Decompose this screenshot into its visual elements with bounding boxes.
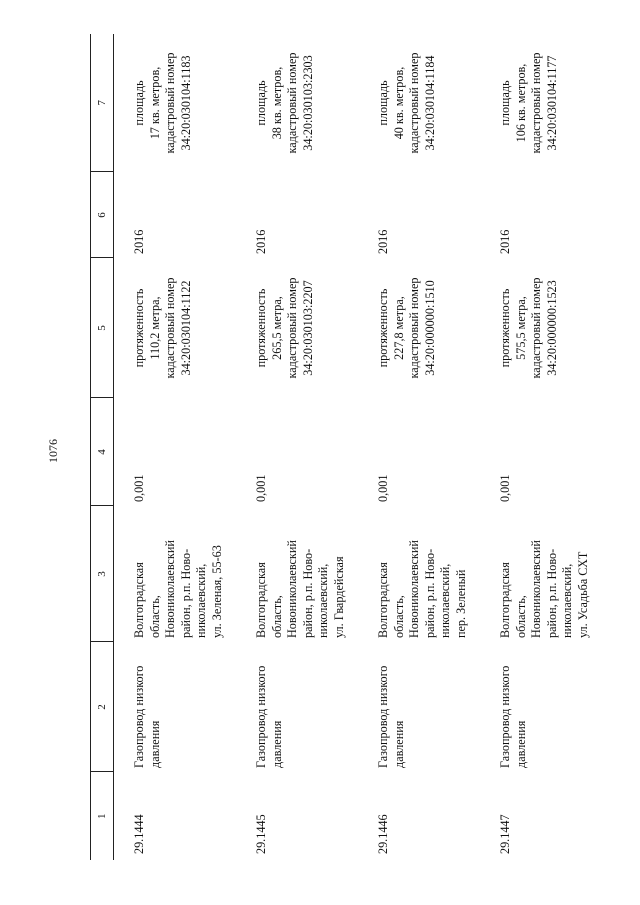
rotated-table-frame	[90, 34, 618, 860]
address-cell	[114, 506, 237, 642]
row-number-cell: 29.1446	[376, 814, 390, 854]
row-number-cell: 29.1444	[132, 814, 146, 854]
address-cell-line: область,	[391, 595, 406, 638]
length-cell-line: 110,2 метра,	[147, 296, 162, 360]
column-header: 6	[91, 172, 114, 258]
year-cell: 2016	[254, 229, 268, 254]
length-cell-line: 575,5 метра,	[513, 296, 528, 360]
area-cell	[236, 34, 358, 172]
column-header: 2	[91, 642, 114, 772]
area-cell-line: 38 кв. метров,	[269, 66, 284, 140]
table-row	[358, 34, 480, 860]
address-cell-line: район, р.п. Ново-	[544, 548, 559, 638]
year-cell: 2016	[376, 229, 390, 254]
column-header: 3	[91, 506, 114, 642]
area-cell-line: 34:20:030104:1177	[544, 55, 559, 151]
length-cell-line: 34:20:030103:2207	[300, 280, 315, 376]
address-cell-line: Новониколаевский	[285, 540, 300, 638]
value-cell: 0,001	[498, 474, 512, 502]
object-name-cell	[358, 642, 480, 772]
address-cell-line: Волгоградская	[254, 562, 268, 638]
length-cell-line: кадастровый номер	[529, 277, 544, 379]
area-cell-line: кадастровый номер	[529, 52, 544, 154]
length-cell-line: кадастровый номер	[163, 277, 178, 379]
object-name-cell	[114, 642, 237, 772]
object-name-cell	[236, 642, 358, 772]
area-cell-line: площадь	[498, 80, 512, 126]
table-row	[114, 34, 237, 860]
value-cell: 0,001	[376, 474, 390, 502]
area-cell	[358, 34, 480, 172]
address-cell-line: область,	[147, 595, 162, 638]
row-number-cell: 29.1445	[254, 814, 268, 854]
year-cell: 2016	[498, 229, 512, 254]
address-cell-line: николаевский,	[316, 563, 331, 638]
area-cell-line: 34:20:030103:2303	[300, 55, 315, 151]
length-cell-line: кадастровый номер	[285, 277, 300, 379]
length-cell-line: 265,5 метра,	[269, 296, 284, 360]
table-body	[114, 34, 603, 860]
address-cell-line: Волгоградская	[376, 562, 390, 638]
column-header: 7	[91, 34, 114, 172]
object-name-cell-line: давления	[391, 720, 406, 768]
column-header: 4	[91, 398, 114, 506]
length-cell-line: 34:20:030104:1122	[178, 280, 193, 376]
address-cell-line: пер. Зеленый	[454, 569, 469, 638]
object-name-cell-line: Газопровод низкого	[132, 665, 146, 768]
area-cell	[480, 34, 602, 172]
address-cell-line: район, р.п. Ново-	[300, 548, 315, 638]
address-cell-line: николаевский,	[560, 563, 575, 638]
area-cell-line: площадь	[376, 80, 390, 126]
address-cell-line: Новониколаевский	[163, 540, 178, 638]
address-cell-line: район, р.п. Ново-	[178, 548, 193, 638]
table-row	[236, 34, 358, 860]
object-name-cell	[480, 642, 602, 772]
length-cell-line: кадастровый номер	[407, 277, 422, 379]
address-cell-line: Новониколаевский	[529, 540, 544, 638]
area-cell-line: 40 кв. метров,	[391, 66, 406, 140]
object-name-cell-line: давления	[147, 720, 162, 768]
object-name-cell-line: Газопровод низкого	[254, 665, 268, 768]
address-cell-line: Волгоградская	[132, 562, 146, 638]
column-header: 5	[91, 258, 114, 398]
address-cell-line: Волгоградская	[498, 562, 512, 638]
length-cell-line: 34:20:000000:1523	[544, 280, 559, 376]
object-name-cell-line: Газопровод низкого	[498, 665, 512, 768]
area-cell-line: 34:20:030104:1183	[178, 55, 193, 151]
length-cell-line: протяженность	[254, 288, 268, 368]
address-cell-line: область,	[269, 595, 284, 638]
length-cell-line: 34:20:000000:1510	[422, 280, 437, 376]
area-cell-line: 106 кв. метров,	[513, 63, 528, 143]
area-cell	[114, 34, 237, 172]
property-table	[90, 34, 602, 860]
table-row	[480, 34, 602, 860]
document-table-container	[90, 34, 618, 860]
area-cell-line: кадастровый номер	[285, 52, 300, 154]
address-cell-line: Новониколаевский	[407, 540, 422, 638]
area-cell-line: площадь	[254, 80, 268, 126]
length-cell-line: протяженность	[376, 288, 390, 368]
column-header: 1	[91, 772, 114, 860]
row-number-cell: 29.1447	[498, 814, 512, 854]
object-name-cell-line: давления	[513, 720, 528, 768]
length-cell	[358, 258, 480, 398]
length-cell	[236, 258, 358, 398]
address-cell-line: район, р.п. Ново-	[422, 548, 437, 638]
address-cell	[236, 506, 358, 642]
address-cell	[480, 506, 602, 642]
address-cell	[358, 506, 480, 642]
length-cell-line: 227,8 метра,	[391, 296, 406, 360]
area-cell-line: кадастровый номер	[407, 52, 422, 154]
area-cell-line: 34:20:030104:1184	[422, 55, 437, 151]
address-cell-line: николаевский,	[438, 563, 453, 638]
area-cell-line: кадастровый номер	[163, 52, 178, 154]
length-cell-line: протяженность	[498, 288, 512, 368]
object-name-cell-line: давления	[269, 720, 284, 768]
address-cell-line: ул. Усадьба СХТ	[576, 551, 591, 638]
address-cell-line: николаевский,	[194, 563, 209, 638]
page-number: 1076	[45, 439, 60, 463]
length-cell	[480, 258, 602, 398]
address-cell-line: ул. Гвардейская	[332, 556, 347, 638]
address-cell-line: ул. Зеленая, 55-63	[210, 545, 225, 638]
value-cell: 0,001	[132, 474, 146, 502]
header-row	[91, 34, 114, 860]
area-cell-line: площадь	[132, 80, 146, 126]
length-cell	[114, 258, 237, 398]
area-cell-line: 17 кв. метров,	[147, 66, 162, 140]
object-name-cell-line: Газопровод низкого	[376, 665, 390, 768]
year-cell: 2016	[132, 229, 146, 254]
length-cell-line: протяженность	[132, 288, 146, 368]
address-cell-line: область,	[513, 595, 528, 638]
value-cell: 0,001	[254, 474, 268, 502]
